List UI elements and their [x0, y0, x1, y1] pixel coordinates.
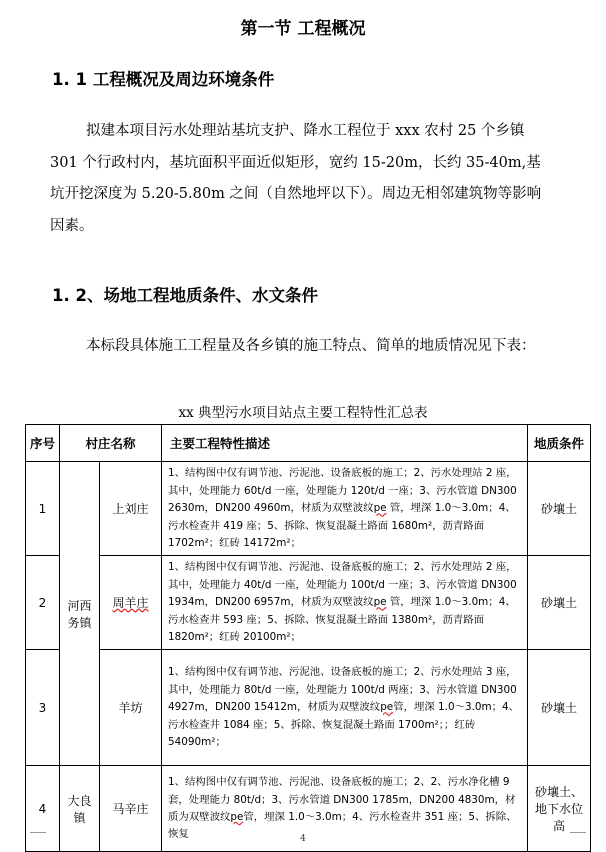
- cell-geology: 砂壤土: [528, 556, 591, 650]
- cell-town: 河西务镇: [60, 462, 100, 766]
- table-row: [26, 650, 591, 766]
- table-caption: xx 典型污水项目站点主要工程特性汇总表: [178, 405, 428, 421]
- cell-geology: 砂壤土: [528, 462, 591, 556]
- cell-town: 大良镇: [60, 766, 100, 852]
- header-geology: 地质条件: [528, 425, 591, 462]
- project-summary-table: [25, 424, 591, 852]
- paragraph-text: 本标段具体施工工程量及各乡镇的施工特点、简单的地质情况见下表：: [86, 338, 536, 354]
- footer-rule: [570, 832, 586, 833]
- footer-rule: [30, 832, 46, 833]
- cell-seq: 1: [26, 462, 60, 556]
- cell-village: 周羊庄: [100, 556, 162, 650]
- cell-description: 1、结构图中仅有调节池、污泥池、设备底板的施工；2、污水处理站 3 座，其中，处理能力 80t/d 一座，处理能力 100t/d 两座；3、污水管道 DN300 4927m，DN200 15412m，材质为双壁波纹pe管，埋深 1.0～3.0m；4、污水检查井 1084 座；5、拆除、恢复混凝土路面 1700m²；；红砖 54090m²；: [162, 650, 528, 766]
- cell-seq: 3: [26, 650, 60, 766]
- paragraph-text: 拟建本项目污水处理站基坑支护、降水工程位于 xxx 农村 25 个乡镇 301 个行政村内，基坑面积平面近似矩形，宽约 15-20m，长约 35-40m,基坑开挖深度为 5.20-5.80m 之间（自然地坪以下）。周边无相邻建筑物等影响因素。: [50, 123, 542, 234]
- table-header-row: [26, 425, 591, 462]
- paragraph-project-overview: [50, 116, 550, 242]
- cell-village: 上刘庄: [100, 462, 162, 556]
- cell-description: 1、结构图中仅有调节池、污泥池、设备底板的施工；2、污水处理站 2 座，其中，处理能力 40t/d 一座，处理能力 100t/d 一座；3、污水管道 DN300 1934m，DN200 6957m，材质为双壁波纹pe 管，埋深 1.0～3.0m；4、污水检查井 593 座；5、拆除、恢复混凝土路面 1380m²，沥青路面 1820m²；红砖 20100m²；: [162, 556, 528, 650]
- cell-seq: 4: [26, 766, 60, 852]
- heading-geology: 1. 2、场地工程地质条件、水文条件: [52, 286, 318, 305]
- table-row: [26, 462, 591, 556]
- section-title: 第一节 工程概况: [240, 19, 366, 39]
- page-number: 4: [300, 834, 306, 844]
- heading-project-overview: 1. 1 工程概况及周边环境条件: [52, 70, 275, 89]
- cell-geology: 砂壤土: [528, 650, 591, 766]
- cell-geology: 砂壤土、地下水位高: [528, 766, 591, 852]
- header-seq: 序号: [26, 425, 60, 462]
- cell-village: 马辛庄: [100, 766, 162, 852]
- table-row: [26, 556, 591, 650]
- header-description: 主要工程特性描述: [162, 425, 528, 462]
- cell-description: 1、结构图中仅有调节池、污泥池、设备底板的施工；2、污水处理站 2 座，其中，处理能力 60t/d 一座，处理能力 120t/d 一座；3、污水管道 DN300 2630m，DN200 4960m，材质为双壁波纹pe 管，埋深 1.0～3.0m；4、污水检查井 419 座；5、拆除、恢复混凝土路面 1680m²，沥青路面 1702m²；红砖 14172m²；: [162, 462, 528, 556]
- cell-description: 1、结构图中仅有调节池、污泥池、设备底板的施工；2、2、污水净化槽 9 套，处理能力 80t/d；3、污水管道 DN300 1785m，DN200 4830m，材质为双壁波纹pe管，埋深 1.0～3.0m；4、污水检查井 351 座；5、拆除、恢复: [162, 766, 528, 852]
- paragraph-geology: [50, 331, 550, 363]
- cell-seq: 2: [26, 556, 60, 650]
- header-village: 村庄名称: [60, 425, 162, 462]
- cell-village: 羊坊: [100, 650, 162, 766]
